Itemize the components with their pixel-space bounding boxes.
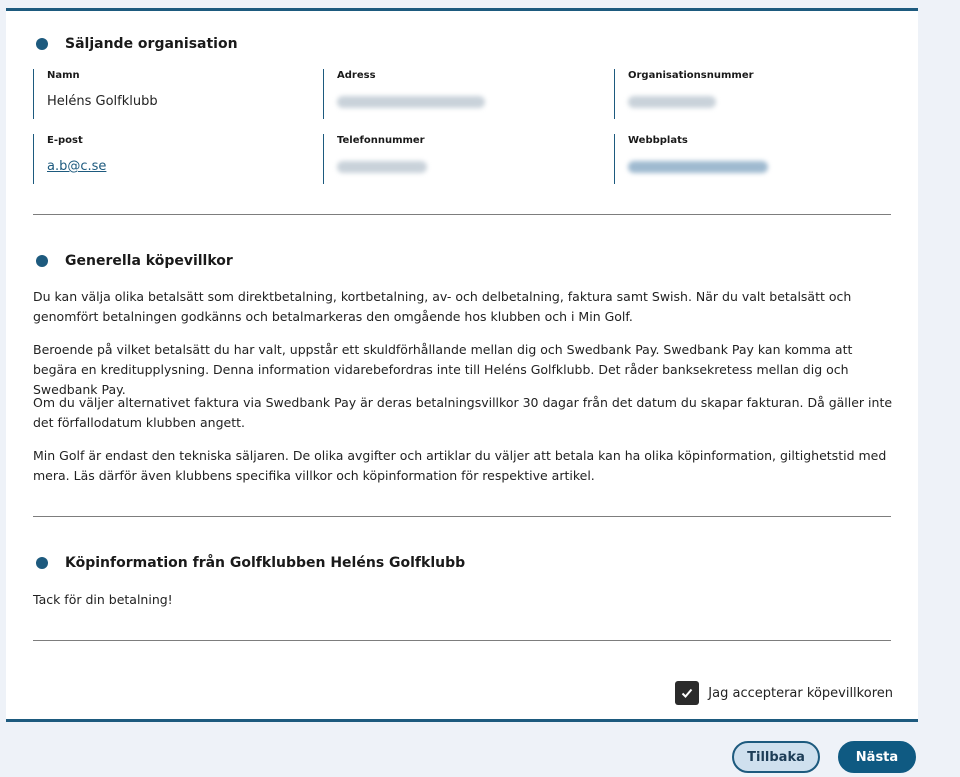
address-value-redacted	[337, 94, 614, 109]
dot-icon	[36, 38, 48, 50]
dot-icon	[36, 255, 48, 267]
seller-title: Säljande organisation	[65, 36, 238, 52]
phone-value-redacted	[337, 159, 614, 174]
seller-email-field	[33, 134, 323, 184]
name-label: Namn	[47, 70, 80, 81]
terms-paragraph-3: Om du väljer alternativet faktura via Swedbank Pay är deras betalningsvillkor 30 dagar från det datum du skapar fakturan. Då gäller inte det förfallodatum klubben angett.	[33, 395, 893, 430]
name-value: Heléns Golfklubb	[47, 94, 158, 109]
next-button[interactable]: Nästa	[838, 741, 916, 773]
terms-paragraph-1: Du kan välja olika betalsätt som direktbetalning, kortbetalning, av- och delbetalning, faktura samt Swish. När du valt betalsätt och genomfört betalningen godkänns och betalmarkeras den omgående hos klubben och i Min Golf.	[33, 289, 852, 324]
seller-section-title	[36, 36, 238, 52]
terms-title: Generella köpevillkor	[65, 253, 233, 269]
seller-web-field	[614, 134, 904, 184]
divider	[33, 640, 891, 641]
back-button[interactable]: Tillbaka	[732, 741, 820, 773]
email-link[interactable]: a.b@c.se	[47, 159, 107, 174]
address-label: Adress	[337, 70, 376, 81]
divider	[33, 214, 891, 215]
purchase-info-text: Tack för din betalning!	[33, 592, 173, 607]
checkmark-icon	[680, 686, 694, 700]
email-label: E-post	[47, 135, 83, 146]
terms-paragraph-2: Beroende på vilket betalsätt du har valt, uppstår ett skuldförhållande mellan dig och Swedbank Pay. Swedbank Pay kan komma att begära en kreditupplysning. Denna information vidarebefordras inte till Heléns Golfklubb. Det råder banksekretess mellan dig och Swedbank Pay.	[33, 342, 853, 397]
seller-phone-field	[323, 134, 614, 184]
orgnr-value-redacted	[628, 94, 904, 109]
divider	[33, 516, 891, 517]
web-label: Webbplats	[628, 135, 688, 146]
phone-label: Telefonnummer	[337, 135, 425, 146]
purchase-info-title: Köpinformation från Golfklubben Heléns Golfklubb	[65, 555, 466, 571]
dot-icon	[36, 557, 48, 569]
purchase-info-section-title	[36, 555, 465, 571]
accept-terms-checkbox[interactable]	[675, 681, 699, 705]
web-link-redacted[interactable]	[628, 159, 904, 174]
terms-paragraph-4: Min Golf är endast den tekniska säljaren. De olika avgifter och artiklar du väljer att betala kan ha olika köpinformation, giltighetstid med mera. Läs därför även klubbens specifika villkor och köpinformation för respektive artikel.	[33, 448, 887, 483]
seller-orgnr-field	[614, 69, 904, 119]
terms-section-title	[36, 253, 233, 269]
accept-terms-row[interactable]	[675, 681, 893, 705]
accept-terms-label: Jag accepterar köpevillkoren	[708, 685, 893, 701]
terms-card	[6, 8, 918, 722]
orgnr-label: Organisationsnummer	[628, 70, 754, 81]
seller-name-field	[33, 69, 323, 119]
seller-address-field	[323, 69, 614, 119]
